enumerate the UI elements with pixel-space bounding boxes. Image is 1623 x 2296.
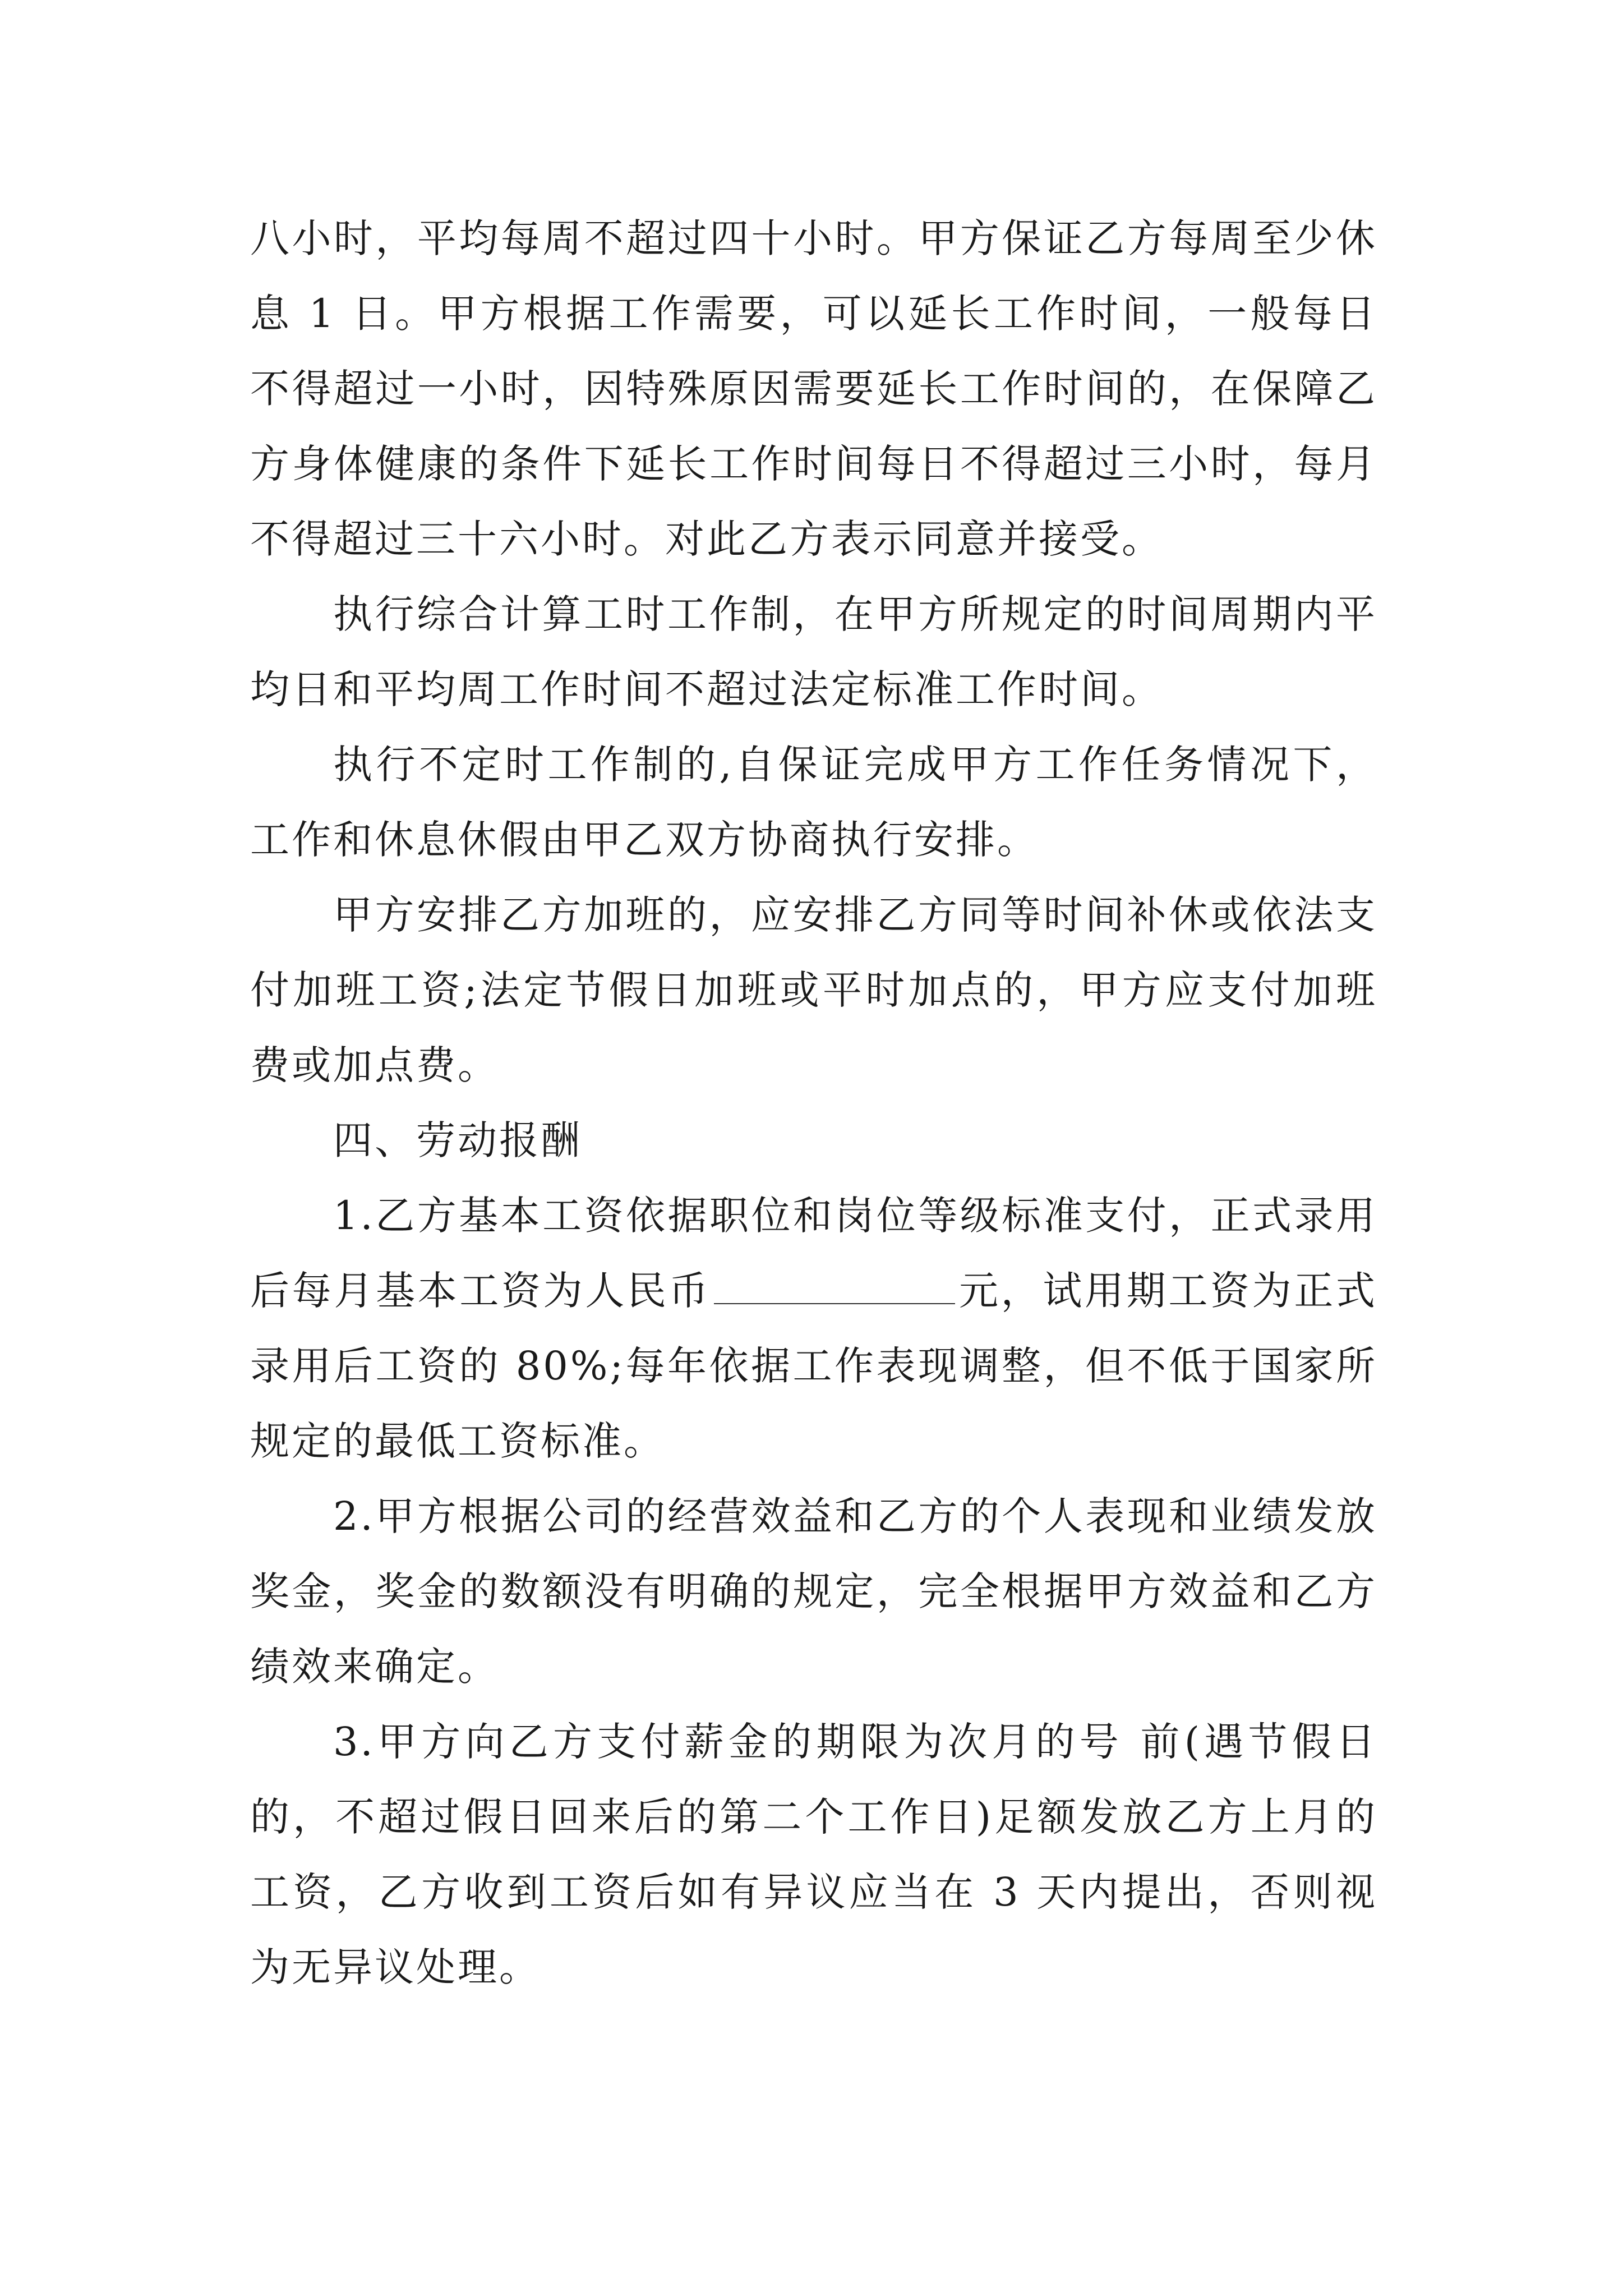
paragraph-bonus: 2.甲方根据公司的经营效益和乙方的个人表现和业绩发放奖金，奖金的数额没有明确的规定，完全根据甲方效益和乙方绩效来确定。 <box>250 1493 1377 1690</box>
paragraph-payment-schedule: 3.甲方向乙方支付薪金的期限为次月的号 前(遇节假日的，不超过假日回来后的第二个工作日)足额发放乙方上月的工资，乙方收到工资后如有异议应当在 3 天内提出，否则视为无异议处理。 <box>250 1719 1377 1990</box>
paragraph-overtime: 甲方安排乙方加班的，应安排乙方同等时间补休或依法支付加班工资;法定节假日加班或平时加点的，甲方应支付加班费或加点费。 <box>250 892 1377 1088</box>
document-body <box>250 201 1377 2005</box>
salary-amount-blank <box>714 1269 955 1304</box>
basic-salary-text-after: 元，试用期工资为正式录用后工资的 80%;每年依据工作表现调整，但不低于国家所规定的最低工资标准。 <box>250 1268 1378 1464</box>
basic-salary-text-before: 1.乙方基本工资依据职位和岗位等级标准支付，正式录用后每月基本工资为人民币 <box>250 1193 1377 1314</box>
paragraph-flexible-hours: 执行不定时工作制的,自保证完成甲方工作任务情况下，工作和休息休假由甲乙双方协商执行安排。 <box>250 742 1377 863</box>
paragraph-basic-salary <box>250 1178 1377 1479</box>
paragraph-working-hours-limit: 八小时，平均每周不超过四十小时。甲方保证乙方每周至少休息 1 日。甲方根据工作需要，可以延长工作时间，一般每日不得超过一小时，因特殊原因需要延长工作时间的，在保障乙方身体健康的条件下延长工作时间每日不得超过三小时，每月不得超过三十六小时。对此乙方表示同意并接受。 <box>250 215 1377 562</box>
paragraph-comprehensive-hours: 执行综合计算工时工作制，在甲方所规定的时间周期内平均日和平均周工作时间不超过法定标准工作时间。 <box>250 591 1377 712</box>
section-heading-remuneration: 四、劳动报酬 <box>333 1117 582 1163</box>
